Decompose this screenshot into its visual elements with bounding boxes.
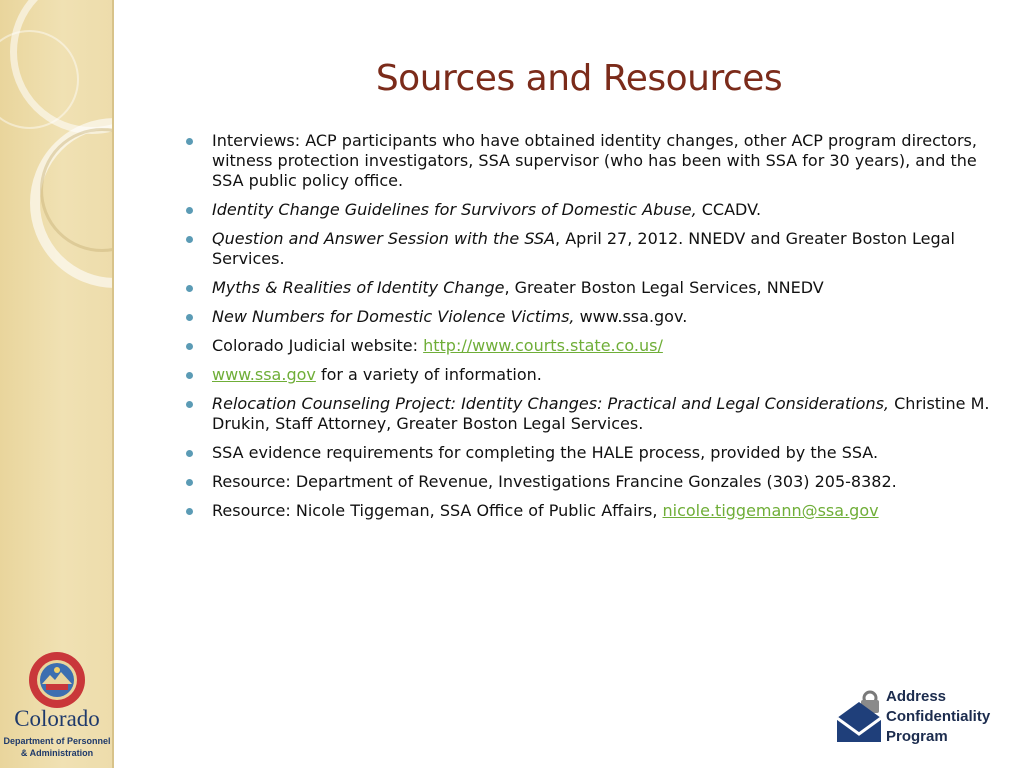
source-text: Interviews: ACP participants who have obtained identity changes, other ACP program directors, witness protection investigators, SSA supervisor (who has been with SSA for 30 years), and the SSA public policy office. — [212, 131, 977, 190]
bullet-icon — [186, 285, 193, 292]
source-title: Myths & Realities of Identity Change — [212, 278, 505, 297]
bullet-icon — [186, 372, 193, 379]
source-item — [186, 501, 996, 521]
colorado-seal-icon — [28, 651, 86, 709]
source-text: , Greater Boston Legal Services, NNEDV — [504, 278, 824, 297]
bullet-icon — [186, 401, 193, 408]
source-link[interactable]: nicole.tiggemann@ssa.gov — [662, 501, 879, 520]
source-link[interactable]: http://www.courts.state.co.us/ — [423, 336, 663, 355]
source-item — [186, 307, 996, 327]
source-item — [186, 131, 996, 191]
slide-title: Sources and Resources — [375, 58, 783, 99]
source-item — [186, 394, 996, 434]
source-text: , April 27, 2012. NNEDV and Greater Boston Legal Services. — [212, 229, 955, 268]
bullet-icon — [186, 343, 193, 350]
source-title: Identity Change Guidelines for Survivors of Domestic Abuse, — [212, 200, 697, 219]
acp-logo-line1: Address — [886, 688, 947, 705]
source-text: www.ssa.gov. — [574, 307, 688, 326]
source-title: Question and Answer Session with the SSA — [212, 229, 556, 248]
bullet-icon — [186, 450, 193, 457]
bullet-icon — [186, 236, 193, 243]
source-item — [186, 443, 996, 463]
source-text: for a variety of information. — [315, 365, 542, 384]
department-name-line2: & Administration — [20, 748, 94, 758]
bullet-icon — [186, 314, 193, 321]
bullet-icon — [186, 508, 193, 515]
sidebar-panel — [0, 0, 114, 768]
source-item — [186, 229, 996, 269]
source-item — [186, 200, 996, 220]
source-link[interactable]: www.ssa.gov — [212, 365, 316, 384]
source-title: Relocation Counseling Project: Identity Changes: Practical and Legal Considerations, — [212, 394, 890, 413]
source-text: Resource: Nicole Tiggeman, SSA Office of Public Affairs, — [212, 501, 663, 520]
bullet-icon — [186, 138, 193, 145]
source-text: Colorado Judicial website: — [212, 336, 424, 355]
source-item — [186, 472, 996, 492]
source-item — [186, 278, 996, 298]
acp-logo-line3: Program — [886, 728, 948, 745]
acp-logo-line2: Confidentiality — [886, 708, 991, 725]
colorado-wordmark: Colorado — [14, 706, 100, 731]
bullet-icon — [186, 207, 193, 214]
source-text: Christine M. Drukin, Staff Attorney, Greater Boston Legal Services. — [212, 394, 990, 433]
source-title: New Numbers for Domestic Violence Victims, — [212, 307, 575, 326]
bullet-icon — [186, 479, 193, 486]
department-name-line1: Department of Personnel — [3, 736, 111, 746]
sidebar-edge — [112, 0, 114, 768]
source-text: Resource: Department of Revenue, Investigations Francine Gonzales (303) 205-8382. — [212, 472, 897, 491]
source-item — [186, 336, 996, 356]
sources-list — [186, 131, 996, 530]
acp-envelope-lock-icon — [834, 688, 884, 744]
source-text: CCADV. — [696, 200, 762, 219]
source-item — [186, 365, 996, 385]
source-text: SSA evidence requirements for completing the HALE process, provided by the SSA. — [212, 443, 879, 462]
